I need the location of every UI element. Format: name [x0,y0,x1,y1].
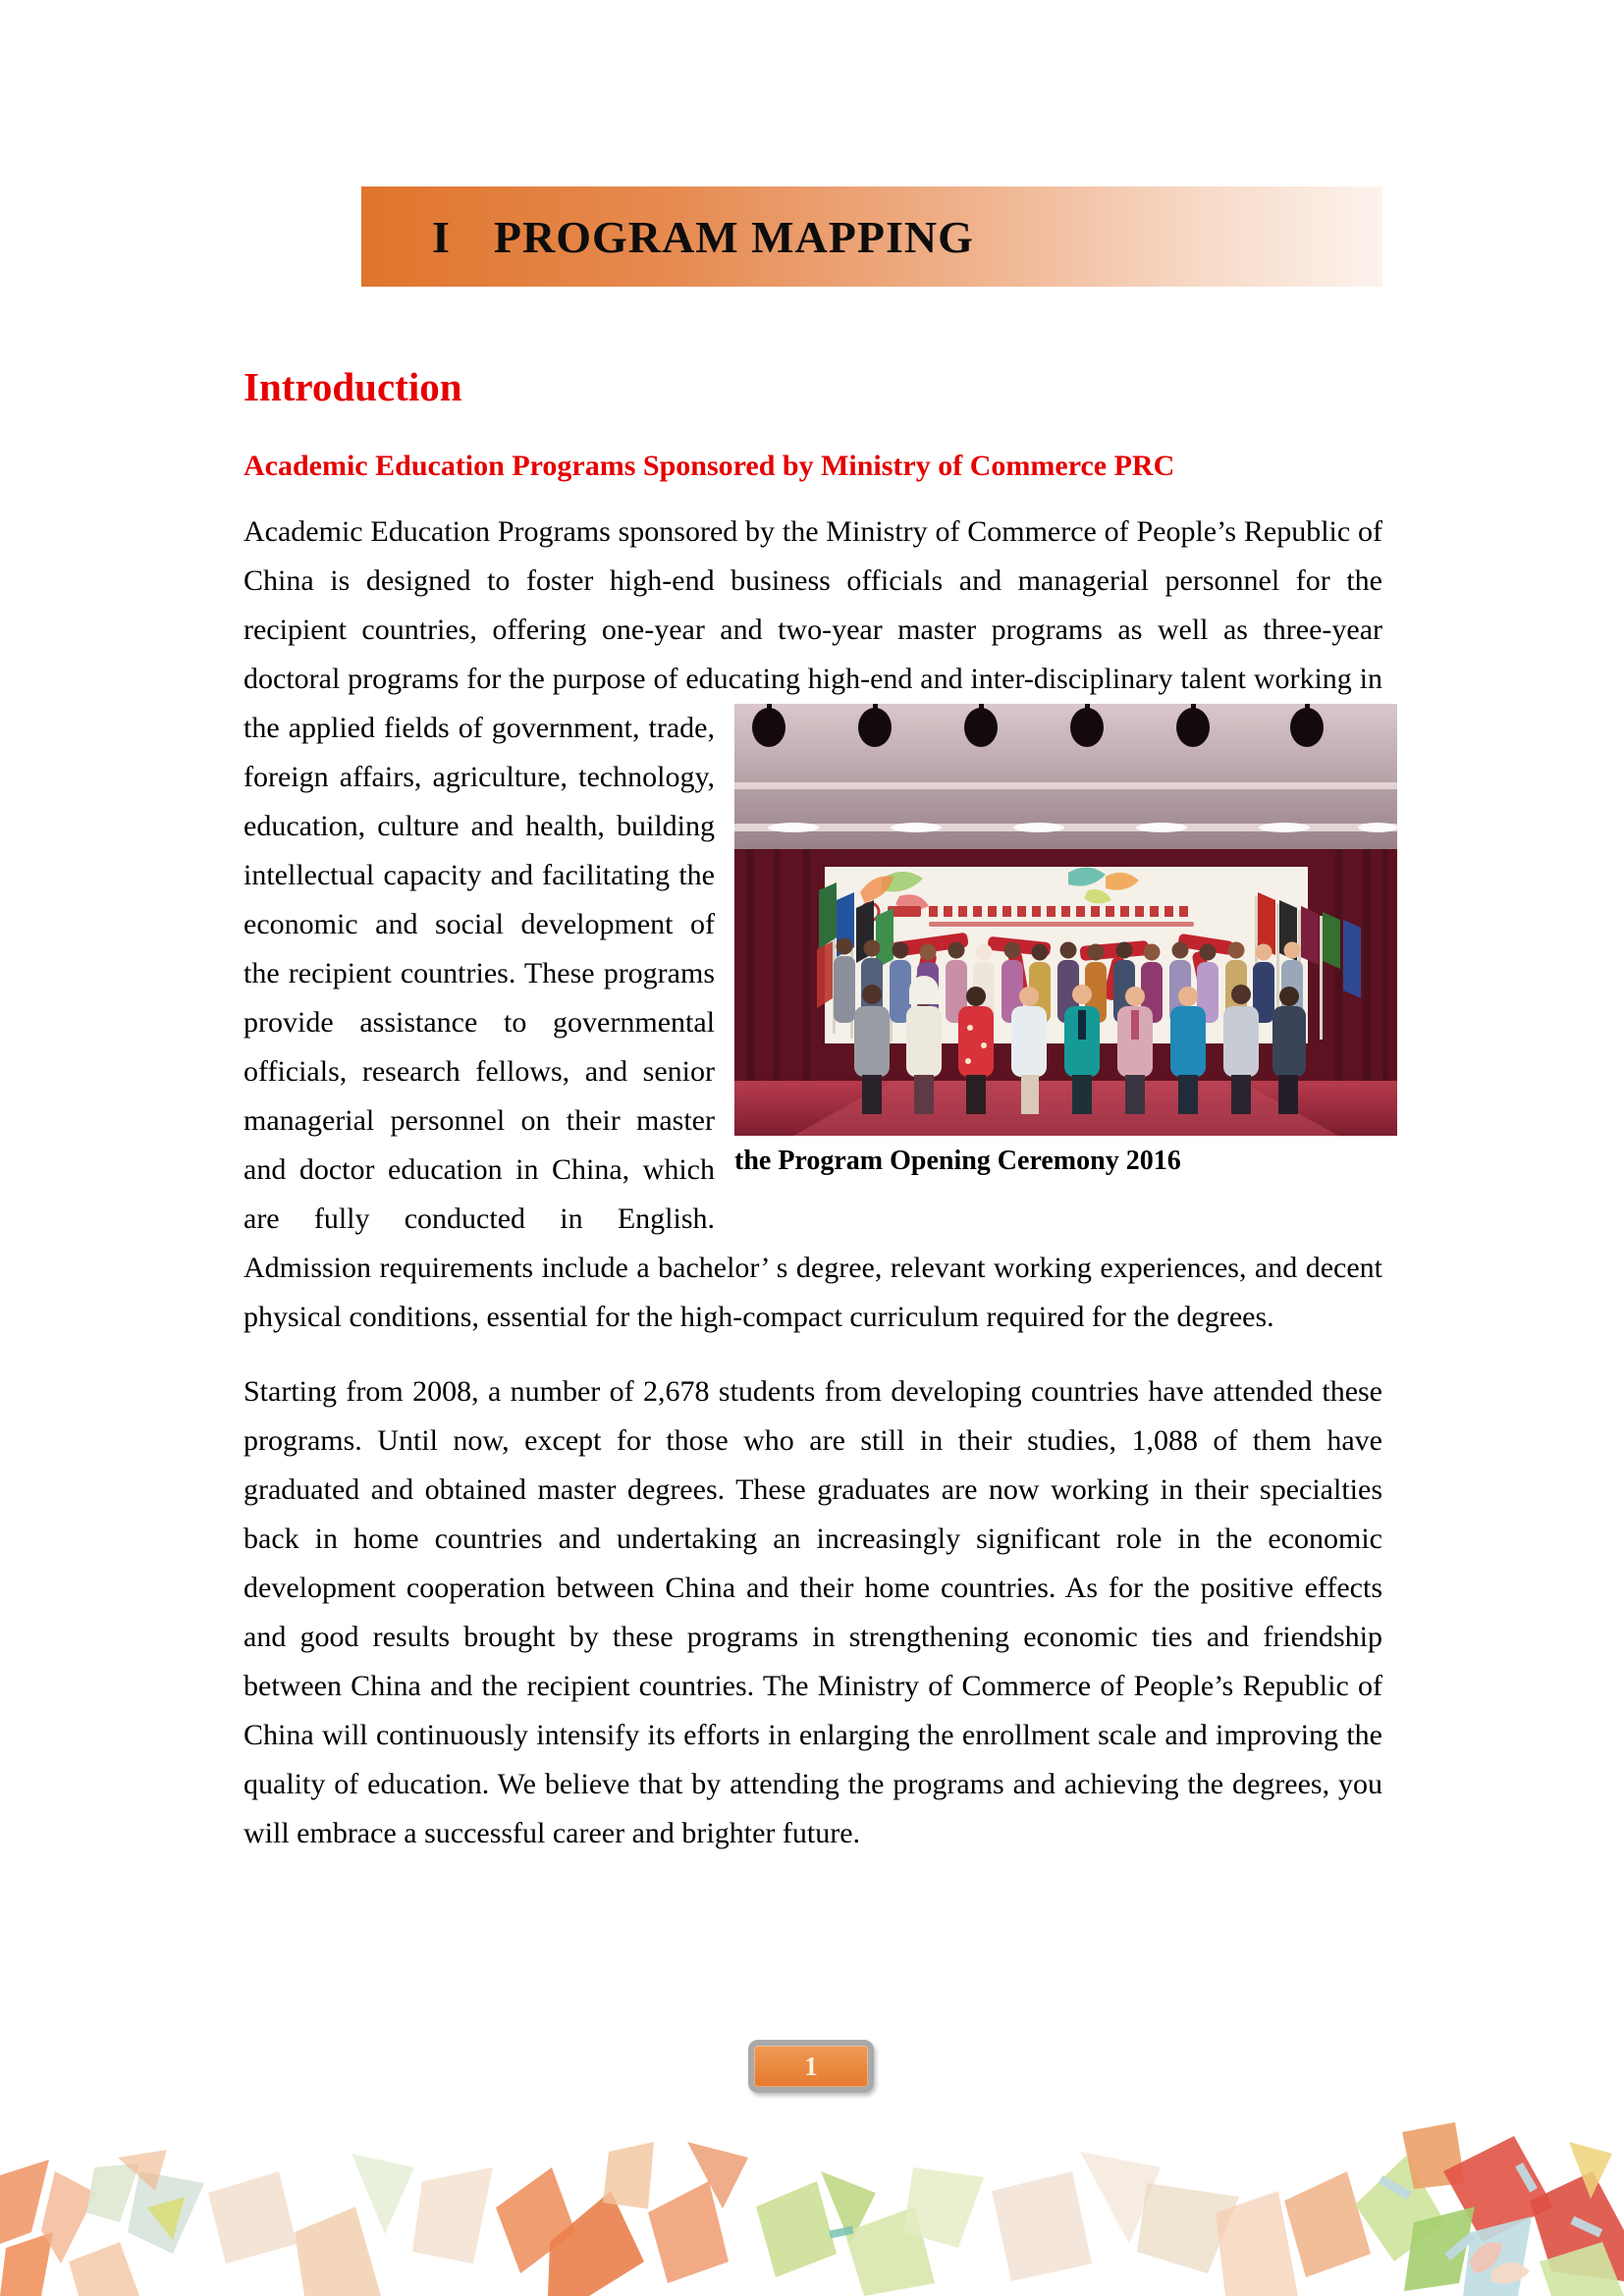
chapter-numeral: I [432,211,451,262]
photo-caption: the Program Opening Ceremony 2016 [734,1146,1181,1177]
paragraph-1-rest: inter-disciplinary talent working in the applied fields of government, trade, foreign affairs, agriculture, technology, education, culture and health, building intellectual capacity and facilitating the economic and social development of the recipient countries. These programs provide assistance to governmental officials, research fellows, and senior managerial personnel on their master and doctor education in China, which are fully conducted in English. Admission requirements include a bachelor’ s degree, relevant working experiences, and decent physical conditions, essential for the high-compact curriculum required for the degrees. [244,663,1382,1334]
chapter-banner [361,187,1382,287]
chapter-title [432,211,974,263]
opening-ceremony-photo [734,704,1397,1136]
paragraph-2: Starting from 2008, a number of 2,678 students from developing countries have attended these programs. Until now, except for those who are still in their studies, 1,088 of them have graduated and obtained master degrees. These graduates are now working in their specialties back in home countries and undertaking an increasingly significant role in the economic development cooperation between China and their home countries. As for the positive effects and good results brought by these programs in strengthening economic ties and friendship between China and the recipient countries. The Ministry of Commerce of People’s Republic of China will continuously intensify its efforts in enlarging the enrollment scale and improving the quality of education. We believe that by attending the programs and achieving the degrees, you will embrace a successful career and brighter future. [244,1375,1382,1850]
page-content [244,365,1382,1858]
paragraph-1 [244,507,1382,1342]
footer-decoration [0,2114,1624,2296]
subsection-heading: Academic Education Programs Sponsored by Ministry of Commerce PRC [244,450,1175,483]
chapter-title-text: PROGRAM MAPPING [493,211,974,262]
section-heading: Introduction [244,364,462,409]
page-number: 1 [804,2051,818,2081]
page-number-badge [748,2040,874,2093]
people-front-row [854,976,1306,1114]
paragraph-1-lead: Academic Education Programs sponsored by the Ministry of Commerce of People’s Republic of China is designed to foster high-end business officials and managerial personnel for the recipient countries, offering one-year and two-year master programs as well as three-year doctoral programs for the purpose of educating high-end and [244,515,1382,696]
opening-ceremony-figure [734,704,1397,1185]
